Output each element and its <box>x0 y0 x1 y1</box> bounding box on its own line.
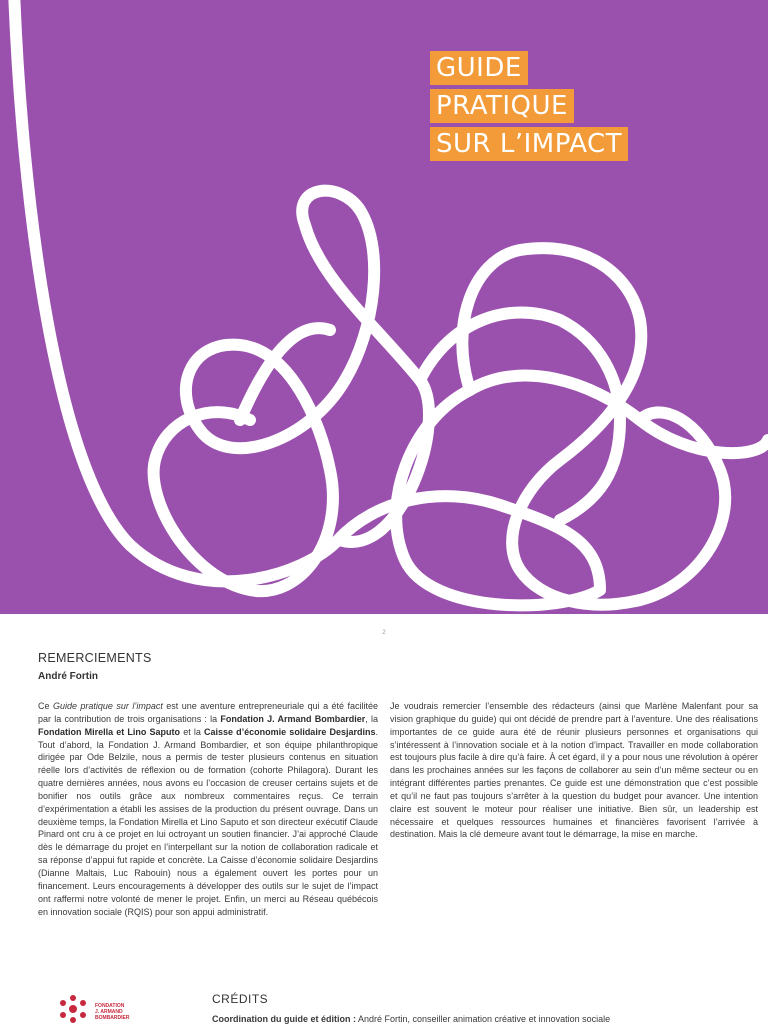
acknowledgements-left-column <box>38 700 378 918</box>
left-column-segment: Fondation J. Armand Bombardier <box>220 713 366 724</box>
page-number: 2 <box>382 630 386 636</box>
author-name: André Fortin <box>38 671 98 682</box>
left-column-segment: est une aventure entrepreneuriale qui a été facilitée par la contribution de trois organisations : la <box>38 701 378 724</box>
fondation-bombardier-logo <box>55 994 135 1024</box>
left-column-segment: Ce <box>38 701 53 711</box>
left-column-segment: . Tout d’abord, la Fondation J. Armand Bombardier, et son équipe philanthropique dirigée par Ode Belzile, nous a permis de tester plusieurs contenus en situation réelle lors d’activités de réflexion ou de formation (cohorte Philagora). Durant les quatre dernières années, nous avons eu l’occasion de creuser certains sujets et de bonifier nos outils grâce aux nombreux commentaires reçus. Ce terrain d’expérimentation a établi les assises de la production du présent ouvrage. Dans un deuxième temps, la Fondation Mirella et Lino Saputo et son directeur exécutif Claude Pinard ont cru à ce projet en lui octroyant un soutien financier. J’ai approché Claude dès le démarrage du projet en l’interpellant sur la notion de collaboration radicale et sa réponse d’appui fut rapide et concrète. La Caisse d’économie solidaire Desjardins (Dianne Maltais, Luc Rabouin) nous a également ouvert les portes pour un financement. Leurs encouragements à développer des outils sur le sujet de l’impact ont raffermi notre volonté de mener le projet. Enfin, un merci au Réseau québécois en innovation sociale (RQIS) pour son appui administratif. <box>38 726 379 917</box>
title-line-1: GUIDE <box>430 51 528 85</box>
cover-title <box>430 51 628 165</box>
title-line-2: PRATIQUE <box>430 89 574 123</box>
title-line-3: SUR L’IMPACT <box>430 127 628 161</box>
logo-line-2: J. ARMAND <box>95 1009 123 1015</box>
credits-label: Coordination du guide et édition : <box>212 1014 356 1024</box>
credits-line <box>212 1014 752 1024</box>
credits-value: André Fortin, conseiller animation créative et innovation sociale <box>355 1014 611 1024</box>
left-column-segment: Fondation Mirella et Lino Saputo <box>38 726 181 737</box>
section-heading: REMERCIEMENTS <box>38 651 152 665</box>
logo-emblem-icon <box>55 994 91 1024</box>
acknowledgements-right-column: Je voudrais remercier l’ensemble des rédacteurs (ainsi que Marlène Malenfant pour sa vision graphique du guide) qui ont décidé de prendre part à l’aventure. Une des réalisations importantes de ce guide aura été de réunir plusieurs personnes et organisations qui s’intéressent à l’innovation sociale et à la notion d’impact. Travailler en mode collaboration est toujours plus facile à dire qu’à faire. À cet égard, il y a pour nous une révolution à opérer dans les prochaines années sur les façons de collaborer au sein d’un même secteur ou en intégrant différentes parties prenantes. Ce guide est une démonstration que c’est possible et qu’il ne faut pas toujours s’arrêter à la question du budget pour avancer. Une intention claire est souvent le moteur pour réaliser une initiative. Bien sûr, un leadership est nécessaire et quelques ressources humaines et financières favorisent l’arrivée à destination. Mais la clé demeure avant tout le démarrage, la mise en marche. <box>390 701 758 840</box>
left-column-segment: Caisse d’économie solidaire Desjardins <box>204 726 376 737</box>
credits-heading: CRÉDITS <box>212 992 269 1006</box>
left-column-segment: , la <box>365 713 378 724</box>
left-column-segment: Guide pratique sur l’impact <box>52 701 163 711</box>
left-column-segment: et la <box>180 726 204 737</box>
logo-line-1: FONDATION <box>95 1003 125 1009</box>
logo-line-3: BOMBARDIER <box>95 1015 130 1021</box>
